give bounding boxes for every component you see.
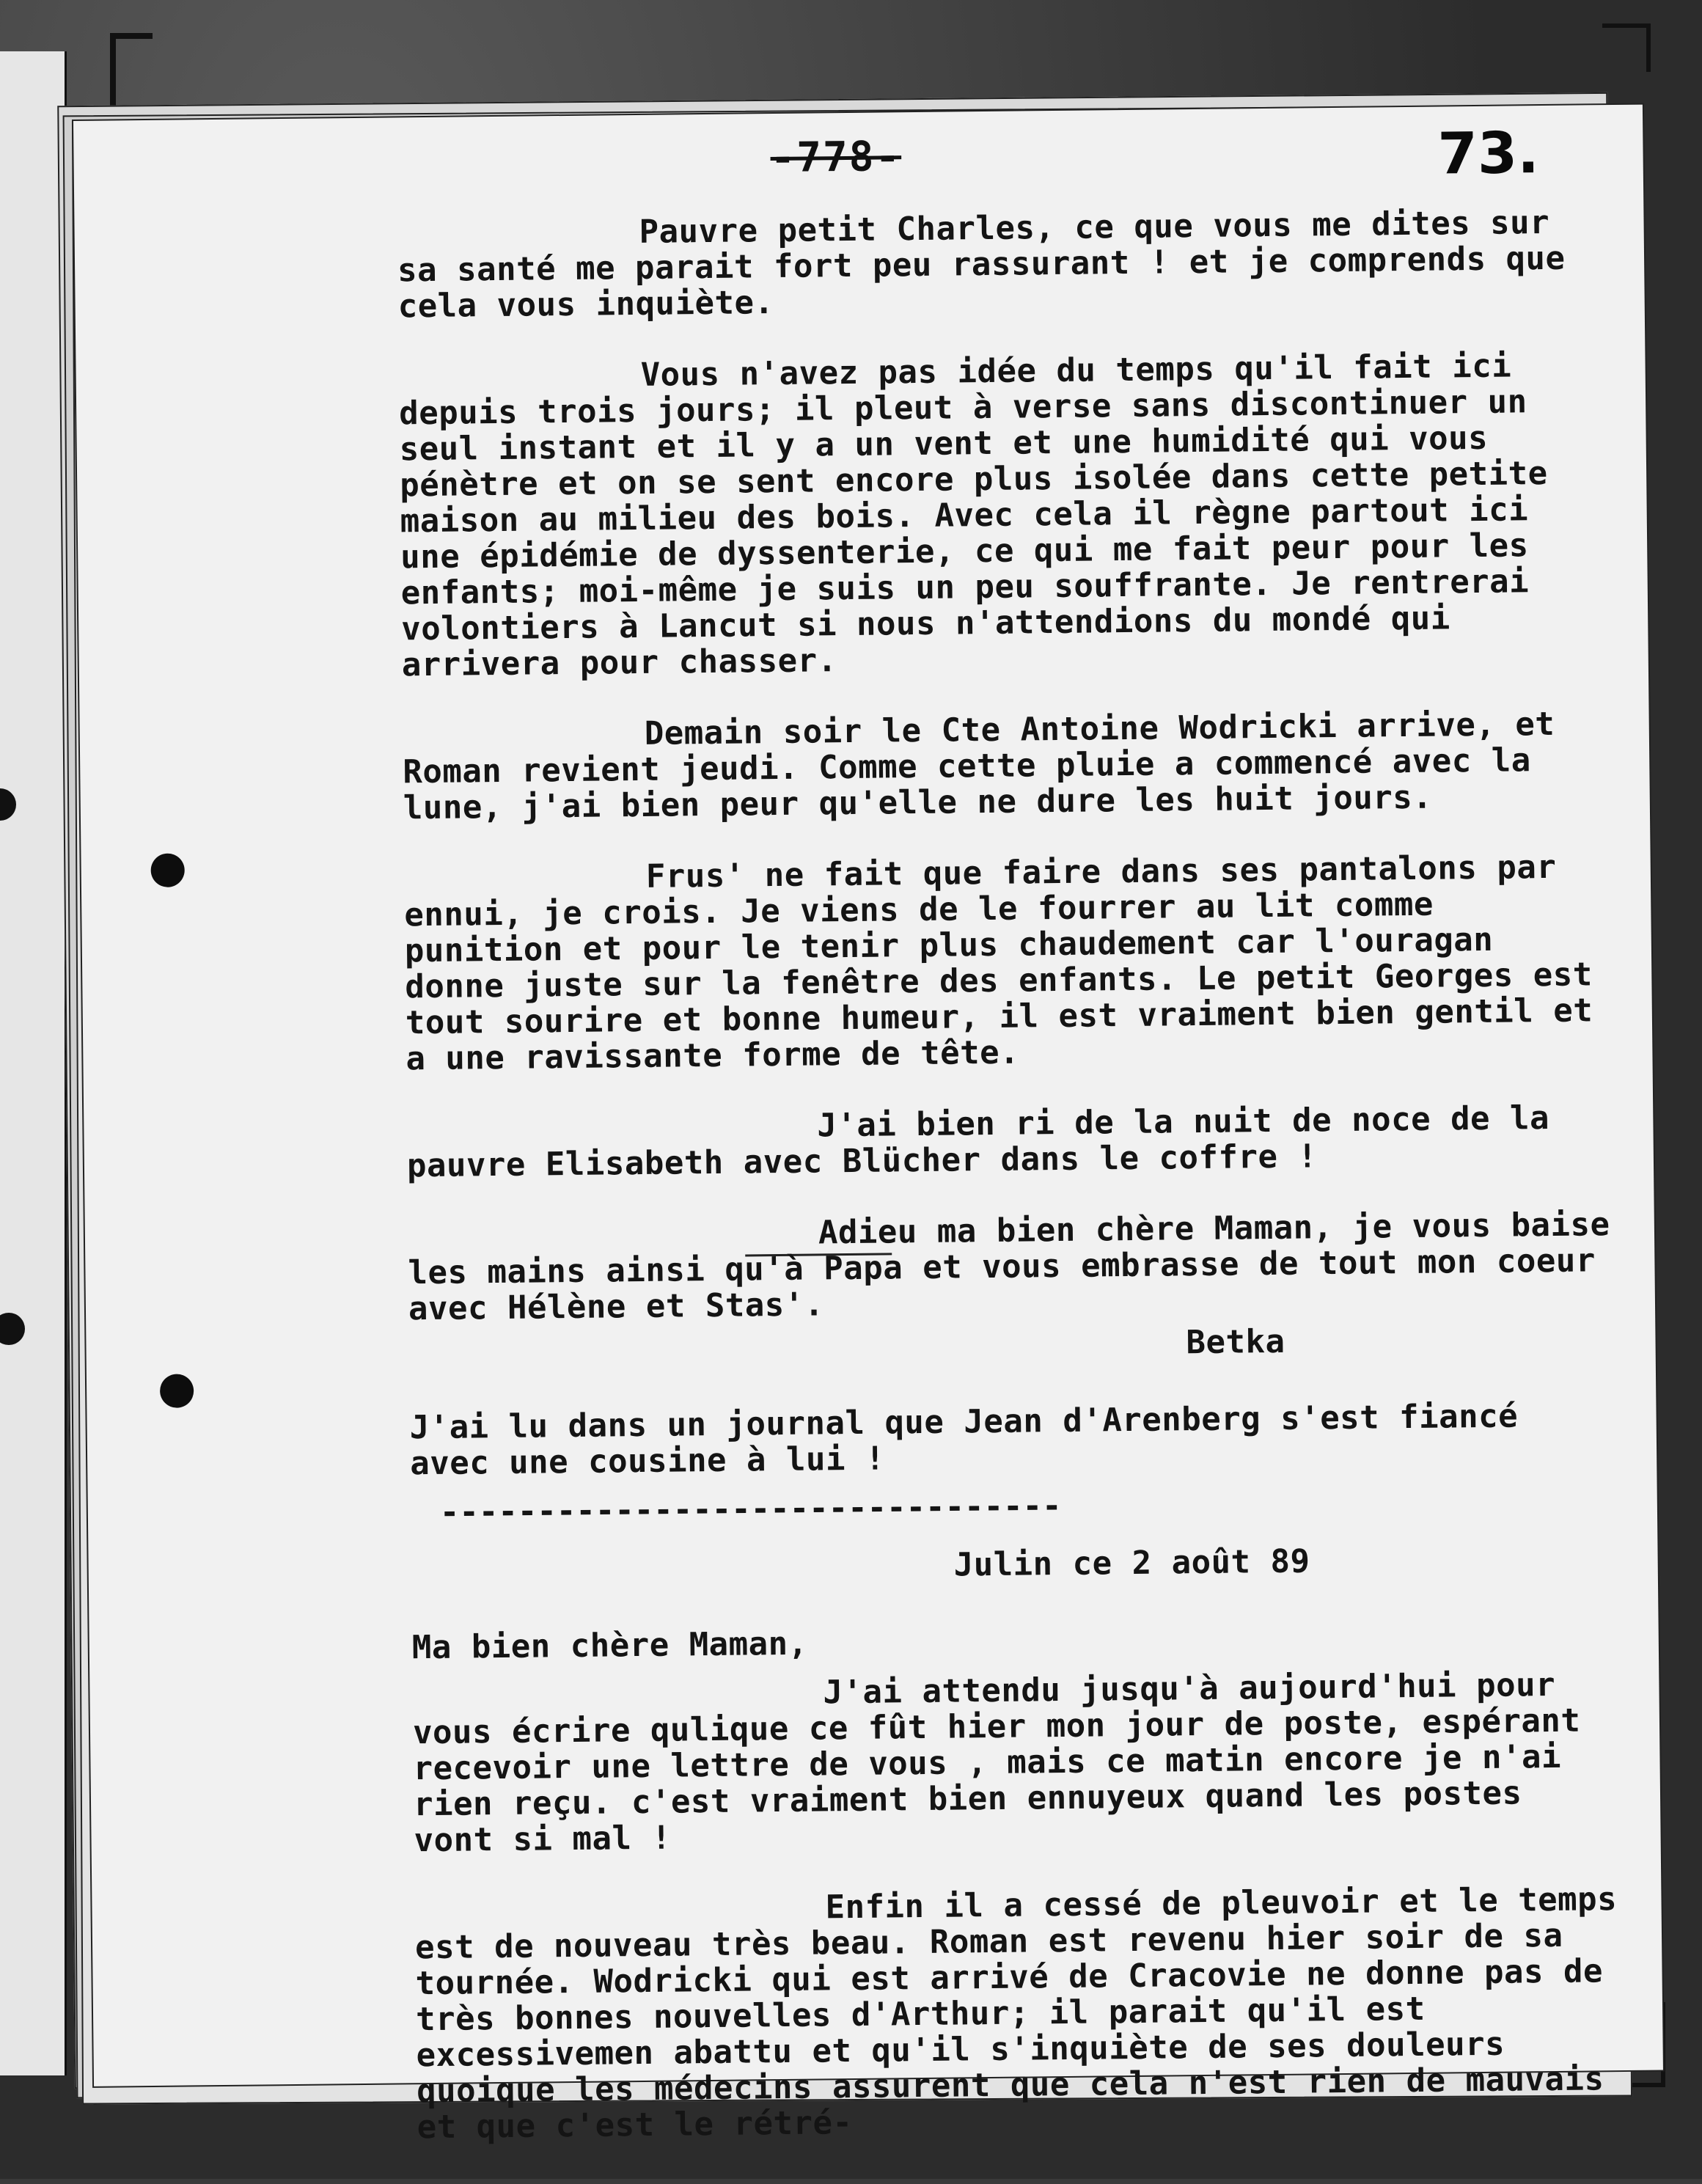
crop-mark-top-right — [1602, 23, 1651, 72]
page-number: -778- — [770, 133, 902, 183]
folio-number: 73. — [1437, 120, 1540, 188]
letter1-paragraph-2: Vous n'avez pas idée du temps qu'il fait ici depuis trois jours; il pleut à verse sans discontinuer un seul instant et il y a un vent et une humidité qui vous pénètre et on se sent encore plus isolée dans cette petite maison au milieu des bois. Avec cela il règne partout ici une épidémie de dyssenterie, ce qui me fait peur pour les enfants; moi-même je suis un peu souffrante. Je rentrerai volontiers à Lancut si nous n'attendions du mondé qui arrivera pour chasser. — [398, 347, 1548, 684]
letter2-dateline: Julin ce 2 août 89 — [953, 1542, 1310, 1584]
letter2-salutation: Ma bien chère Maman, — [411, 1624, 808, 1667]
letter1-signature: Betka — [1186, 1322, 1285, 1362]
punch-hole-icon — [160, 1374, 194, 1407]
letter1-paragraph-6: Adieu ma bien chère Maman, je vous baise les mains ainsi qu'à Papa et vous embrasse de tout mon coeur avec Hélène et Stas'. — [408, 1206, 1610, 1328]
letter-separator: -------------------------------- — [439, 1487, 1062, 1531]
letter1-postscript: J'ai lu dans un journal que Jean d'Arenberg s'est fiancé avec une cousine à lui ! — [409, 1397, 1519, 1483]
letter1-paragraph-4: Frus' ne fait que faire dans ses pantalons par ennui, je crois. Je viens de le fourrer au lit comme punition et pour le tenir plus chaudement car l'ouragan donne juste sur la fenêtre des enfants. Le petit Georges est tout sourire et bonne humeur, il est vraiment bien gentil et a une ravissante forme de tête. — [404, 848, 1593, 1078]
previous-page-strip — [0, 51, 67, 2075]
letter1-paragraph-3: Demain soir le Cte Antoine Wodricki arrive, et Roman revient jeudi. Comme cette pluie a commencé avec la lune, j'ai bien peur qu'elle ne dure les huit jours. — [403, 705, 1555, 827]
letter1-paragraph-1: Pauvre petit Charles, ce que vous me dites sur sa santé me parait fort peu rassurant ! et je comprends que cela vous inquiète. — [397, 203, 1566, 326]
punch-hole-icon — [0, 1313, 25, 1345]
letter-body — [397, 204, 1620, 2180]
punch-hole-icon — [0, 788, 16, 821]
typed-letter-page — [73, 105, 1663, 2147]
punch-hole-icon — [150, 853, 184, 887]
letter2-paragraph-1: J'ai attendu jusqu'à aujourd'hui pour vous écrire qulique ce fût hier mon jour de poste, espérant recevoir une lettre de vous , mais ce matin encore je n'ai rien reçu. c'est vraiment bien ennuyeux quand les postes vont si mal ! — [412, 1666, 1581, 1860]
letter1-paragraph-5: J'ai bien ri de la nuit de noce de la pauvre Elisabeth avec Blücher dans le coffre ! — [406, 1099, 1550, 1185]
letter2-paragraph-2: Enfin il a cessé de pleuvoir et le temps est de nouveau très beau. Roman est revenu hier soir de sa tournée. Wodricki qui est arrivé de Cracovie ne donne pas de très bonnes nouvelles d'Arthur; il parait qu'il est excessivemen abattu et qu'il s'inquiète de ses douleurs quoique les médecins assurent que cela n'est rien de mauvais et que c'est le rétré- — [414, 1880, 1618, 2147]
